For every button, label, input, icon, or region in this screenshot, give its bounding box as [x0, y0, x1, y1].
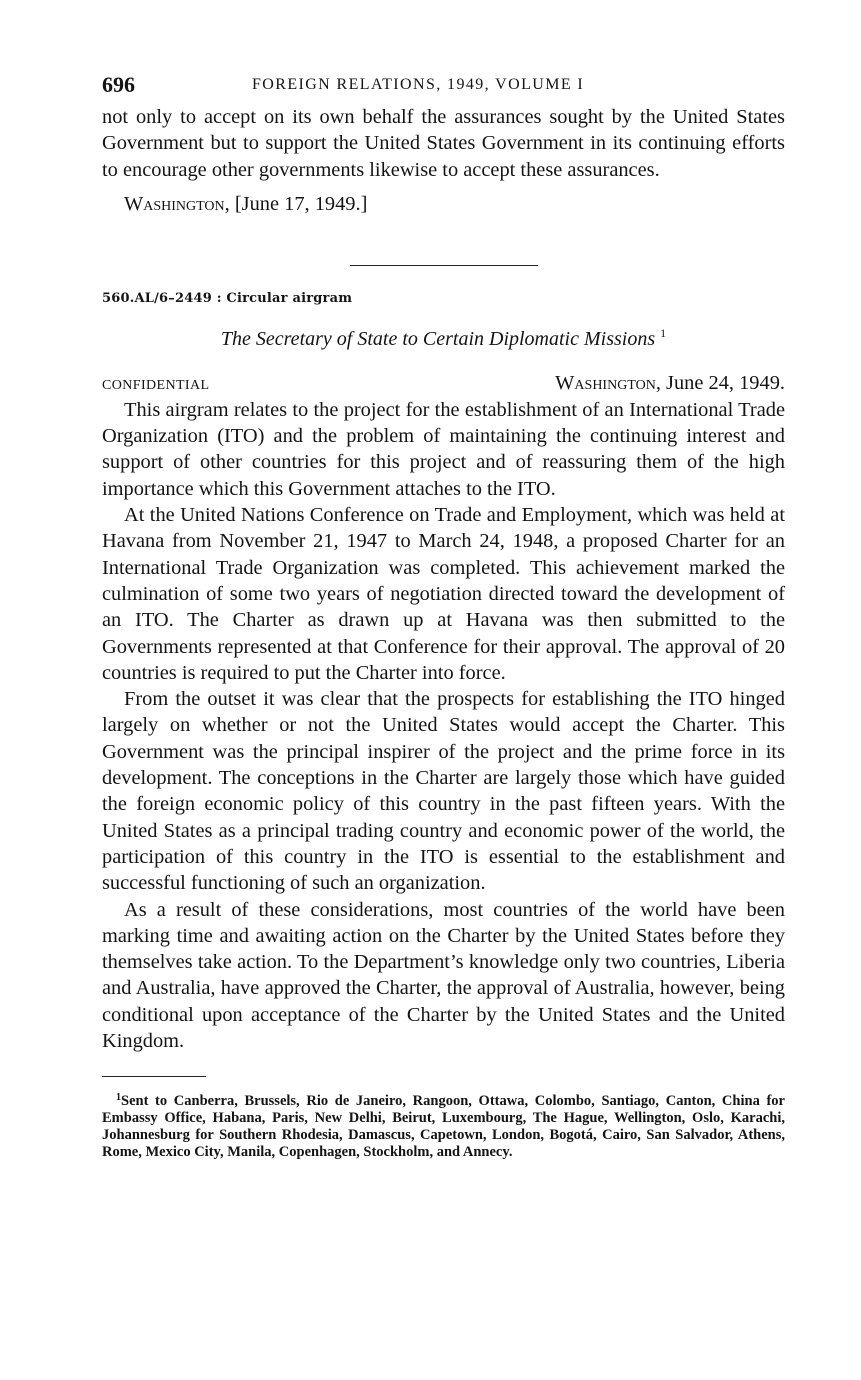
page-number: 696 — [102, 72, 135, 97]
previous-document-dateline — [102, 191, 785, 217]
document-file-number: 560.AL/6–2449 : Circular airgram — [102, 290, 353, 306]
footnote-text: Sent to Canberra, Brussels, Rio de Janeiro, Rangoon, Ottawa, Colombo, Santiago, Canton, China for Embassy Office, Habana, Paris, New Delhi, Beirut, Luxembourg, The Hague, Wellington, Oslo, Karachi, Johannesburg for Southern Rhodesia, Damascus, Capetown, London, Bogotá, Cairo, San Salvador, Athens, Rome, Mexico City, Manila, Copenhagen, Stockholm, and Annecy. — [102, 1093, 785, 1161]
footnote-marker: 1 — [116, 1092, 121, 1104]
dateline-date: June 24, 1949. — [666, 371, 785, 394]
body-paragraph-1: This airgram relates to the project for the establishment of an International Trade Organization (ITO) and the problem of maintaining the continuing interest and support of other countries for this project and of reassuring them of the high importance which this Government attaches to the ITO. — [102, 398, 785, 500]
previous-document-closing-paragraph: not only to accept on its own behalf the assurances sought by the United States Government but to support the United States Government in its continuing efforts to encourage other governments likewise to accept these assurances. — [102, 106, 785, 181]
running-header — [102, 68, 785, 104]
footnote-reference: 1 — [660, 325, 667, 340]
document-page — [102, 68, 785, 1161]
document-body — [102, 397, 785, 1054]
document-title-text: The Secretary of State to Certain Diplomatic Missions — [220, 327, 656, 350]
document-title — [102, 320, 785, 352]
footnote-divider — [102, 1076, 206, 1077]
footnote — [102, 1089, 785, 1161]
body-paragraph-2: At the United Nations Conference on Trade and Employment, which was held at Havana from November 21, 1947 to March 24, 1948, a proposed Charter for an International Trade Organization was completed. This achievement marked the culmination of some two years of negotiation directed toward the development of an ITO. The Charter as drawn up at Havana was then submitted to the Governments represented at that Conference for their approval. The approval of 20 countries is required to put the Charter into force. — [102, 504, 785, 684]
dateline-place: Washington, — [124, 192, 230, 215]
body-paragraph-4: As a result of these considerations, most countries of the world have been marking time and awaiting action on the Charter by the United States before they themselves take action. To the Department’s knowledge only two countries, Liberia and Australia, have approved the Charter, the approval of Australia, however, being conditional upon acceptance of the Charter by the United States and the United Kingdom. — [102, 898, 785, 1053]
body-paragraph-3: From the outset it was clear that the prospects for establishing the ITO hinged largely on whether or not the United States would accept the Charter. This Government was the principal inspirer of the project and the prime force in its development. The conceptions in the Charter are largely those which have guided the foreign economic policy of this country in the past fifteen years. With the United States as a principal trading country and economic power of the world, the participation of this country in the ITO is essential to the establishment and successful functioning of such an organization. — [102, 688, 785, 895]
classification-dateline-row — [102, 372, 785, 395]
dateline-date: [June 17, 1949.] — [234, 192, 368, 215]
classification-label: CONFIDENTIAL — [102, 377, 210, 393]
document-dateline — [555, 372, 785, 395]
section-divider — [350, 265, 538, 267]
dateline-place: Washington, — [555, 371, 661, 394]
running-title: FOREIGN RELATIONS, 1949, VOLUME I — [252, 76, 585, 93]
